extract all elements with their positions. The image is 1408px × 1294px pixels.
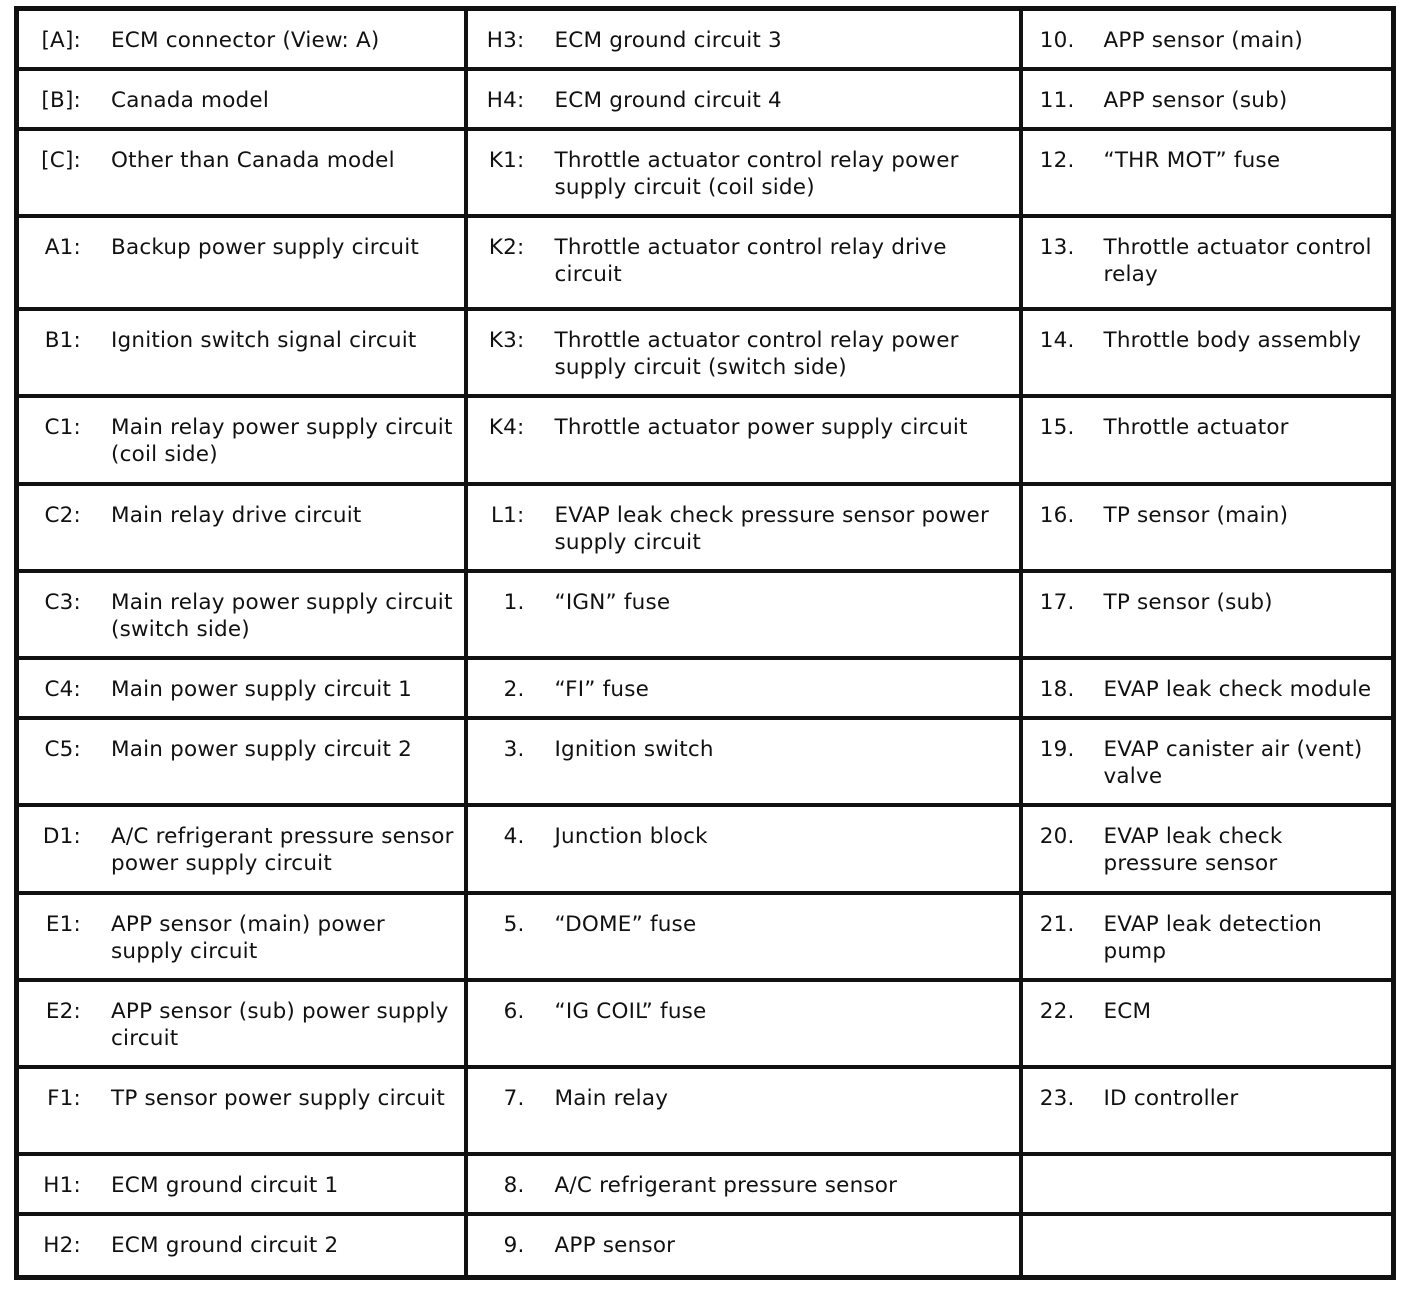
legend-cell bbox=[17, 69, 466, 129]
legend-row bbox=[17, 9, 1394, 69]
legend-cell bbox=[466, 1154, 1021, 1214]
legend-entry bbox=[19, 676, 456, 703]
legend-description: Throttle body assembly bbox=[1103, 328, 1362, 354]
legend-entry bbox=[1023, 414, 1384, 441]
legend-cell bbox=[17, 216, 466, 309]
legend-description: ECM ground circuit 1 bbox=[111, 1173, 339, 1199]
legend-entry bbox=[468, 736, 1011, 763]
legend-description: Backup power supply circuit bbox=[111, 234, 419, 260]
legend-entry bbox=[1023, 234, 1384, 288]
legend-code: C1: bbox=[44, 415, 81, 441]
legend-entry bbox=[468, 1172, 1011, 1199]
legend-description: EVAP canister air (vent) valve bbox=[1103, 737, 1363, 790]
legend-code: 11. bbox=[1039, 87, 1075, 113]
legend-code: E2: bbox=[45, 998, 81, 1024]
legend-row bbox=[17, 805, 1394, 892]
legend-cell bbox=[1021, 309, 1394, 396]
legend-cell bbox=[1021, 1154, 1394, 1214]
legend-code: 2. bbox=[503, 677, 525, 703]
legend-code: 8. bbox=[503, 1173, 525, 1199]
legend-description: “IGN” fuse bbox=[554, 589, 671, 615]
legend-code: F1: bbox=[47, 1085, 81, 1111]
legend-cell bbox=[466, 571, 1021, 658]
legend-cell bbox=[466, 1214, 1021, 1277]
legend-entry bbox=[468, 676, 1011, 703]
legend-code: 14. bbox=[1039, 328, 1075, 354]
legend-entry bbox=[1023, 147, 1384, 174]
legend-description: ECM ground circuit 4 bbox=[554, 87, 782, 113]
legend-entry bbox=[19, 736, 456, 763]
legend-cell bbox=[17, 980, 466, 1067]
legend-code: D1: bbox=[42, 824, 81, 850]
legend-cell bbox=[1021, 805, 1394, 892]
legend-entry bbox=[1023, 911, 1384, 965]
legend-cell bbox=[17, 571, 466, 658]
legend-entry bbox=[19, 234, 456, 261]
legend-code: 12. bbox=[1039, 147, 1075, 173]
legend-code: L1: bbox=[490, 502, 525, 528]
legend-entry bbox=[19, 823, 456, 877]
legend-row bbox=[17, 396, 1394, 483]
legend-cell bbox=[17, 1154, 466, 1214]
legend-row bbox=[17, 216, 1394, 309]
legend-description: Throttle actuator bbox=[1103, 415, 1289, 441]
legend-cell bbox=[17, 396, 466, 483]
legend-cell bbox=[1021, 484, 1394, 571]
legend-description: Main relay power supply circuit (coil side) bbox=[111, 415, 453, 468]
legend-cell bbox=[466, 718, 1021, 805]
legend-code: 18. bbox=[1039, 677, 1075, 703]
legend-entry bbox=[19, 87, 456, 114]
legend-code: K2: bbox=[488, 234, 525, 260]
legend-cell bbox=[17, 805, 466, 892]
legend-entry bbox=[468, 234, 1011, 288]
legend-entry bbox=[468, 147, 1011, 201]
legend-description: Canada model bbox=[111, 87, 269, 113]
legend-entry bbox=[468, 414, 1011, 441]
legend-description: Throttle actuator power supply circuit bbox=[554, 415, 968, 441]
legend-entry bbox=[19, 589, 456, 643]
legend-code: [C]: bbox=[41, 147, 81, 173]
legend-entry bbox=[19, 414, 456, 468]
legend-entry bbox=[468, 327, 1011, 381]
legend-cell bbox=[466, 484, 1021, 571]
legend-entry bbox=[1023, 589, 1384, 616]
legend-description: ECM ground circuit 2 bbox=[111, 1233, 339, 1259]
legend-row bbox=[17, 1214, 1394, 1277]
legend-code: 15. bbox=[1039, 415, 1075, 441]
legend-description: Ignition switch bbox=[554, 737, 714, 763]
legend-cell bbox=[17, 718, 466, 805]
legend-row bbox=[17, 484, 1394, 571]
legend-entry bbox=[1023, 27, 1384, 54]
legend-code: H1: bbox=[43, 1173, 81, 1199]
legend-code: 23. bbox=[1039, 1085, 1075, 1111]
legend-code: 19. bbox=[1039, 737, 1075, 763]
legend-cell bbox=[1021, 69, 1394, 129]
legend-description: TP sensor power supply circuit bbox=[111, 1085, 445, 1111]
legend-entry bbox=[19, 1172, 456, 1199]
legend-cell bbox=[17, 484, 466, 571]
legend-body bbox=[17, 9, 1394, 1278]
legend-cell bbox=[466, 980, 1021, 1067]
legend-description: EVAP leak check pressure sensor power supply circuit bbox=[554, 502, 990, 555]
legend-description: Main power supply circuit 1 bbox=[111, 677, 413, 703]
legend-cell bbox=[1021, 1214, 1394, 1277]
legend-description: A/C refrigerant pressure sensor power supply circuit bbox=[111, 824, 454, 877]
legend-cell bbox=[17, 9, 466, 69]
legend-row bbox=[17, 658, 1394, 718]
legend-entry bbox=[19, 1232, 456, 1259]
legend-description: APP sensor (sub) bbox=[1103, 87, 1288, 113]
legend-code: [A]: bbox=[41, 28, 81, 53]
legend-code: C2: bbox=[44, 502, 81, 528]
legend-row bbox=[17, 571, 1394, 658]
legend-cell bbox=[17, 129, 466, 216]
legend-code: 5. bbox=[503, 911, 525, 937]
legend-description: “FI” fuse bbox=[554, 677, 650, 703]
legend-cell bbox=[1021, 216, 1394, 309]
legend-cell bbox=[17, 893, 466, 980]
legend-cell bbox=[466, 1067, 1021, 1154]
legend-code: A1: bbox=[44, 234, 81, 260]
legend-cell bbox=[17, 1214, 466, 1277]
legend-code: H2: bbox=[43, 1233, 81, 1259]
legend-entry bbox=[1023, 998, 1384, 1025]
legend-description: A/C refrigerant pressure sensor bbox=[554, 1173, 898, 1199]
legend-entry bbox=[1023, 823, 1384, 877]
legend-entry bbox=[19, 1085, 456, 1112]
legend-code: 21. bbox=[1039, 911, 1075, 937]
legend-cell bbox=[466, 69, 1021, 129]
legend-row bbox=[17, 718, 1394, 805]
legend-code: 22. bbox=[1039, 998, 1075, 1024]
legend-cell bbox=[1021, 396, 1394, 483]
legend-row bbox=[17, 1067, 1394, 1154]
legend-description: APP sensor bbox=[554, 1233, 676, 1259]
legend-description: Throttle actuator control relay power supply circuit (coil side) bbox=[554, 147, 959, 200]
legend-entry bbox=[19, 147, 456, 174]
legend-cell bbox=[466, 396, 1021, 483]
legend-description: ECM bbox=[1103, 998, 1152, 1024]
legend-row bbox=[17, 69, 1394, 129]
legend-description: TP sensor (main) bbox=[1103, 502, 1289, 528]
legend-code: 7. bbox=[503, 1085, 525, 1111]
legend-entry bbox=[19, 998, 456, 1052]
legend-cell bbox=[466, 129, 1021, 216]
legend-description: “IG COIL” fuse bbox=[554, 998, 707, 1024]
legend-cell bbox=[1021, 571, 1394, 658]
legend-entry bbox=[468, 27, 1011, 54]
legend-row bbox=[17, 1154, 1394, 1214]
legend-description: Throttle actuator control relay power supply circuit (switch side) bbox=[554, 328, 959, 381]
legend-cell bbox=[1021, 893, 1394, 980]
legend-entry bbox=[1023, 502, 1384, 529]
legend-code: 13. bbox=[1039, 234, 1075, 260]
legend-description: Main relay bbox=[554, 1085, 669, 1111]
legend-entry bbox=[19, 27, 456, 54]
legend-entry bbox=[1023, 87, 1384, 114]
legend-code: 6. bbox=[503, 998, 525, 1024]
legend-code: K4: bbox=[488, 415, 525, 441]
legend-cell bbox=[1021, 658, 1394, 718]
legend-cell bbox=[1021, 1067, 1394, 1154]
legend-code: 17. bbox=[1039, 589, 1075, 615]
legend-entry bbox=[468, 998, 1011, 1025]
legend-description: ECM ground circuit 3 bbox=[554, 28, 782, 53]
legend-code: C3: bbox=[44, 589, 81, 615]
legend-description: Ignition switch signal circuit bbox=[111, 328, 417, 354]
legend-code: 16. bbox=[1039, 502, 1075, 528]
legend-code: K3: bbox=[488, 328, 525, 354]
legend-entry bbox=[1023, 676, 1384, 703]
legend-description: Main power supply circuit 2 bbox=[111, 737, 413, 763]
legend-code: H4: bbox=[486, 87, 525, 113]
legend-cell bbox=[17, 1067, 466, 1154]
legend-entry bbox=[468, 589, 1011, 616]
legend-entry bbox=[1023, 1085, 1384, 1112]
legend-description: TP sensor (sub) bbox=[1103, 589, 1273, 615]
legend-code: 3. bbox=[503, 737, 525, 763]
legend-description: “THR MOT” fuse bbox=[1103, 147, 1281, 173]
legend-description: APP sensor (main) bbox=[1103, 28, 1303, 53]
legend-description: Throttle actuator control relay bbox=[1103, 234, 1372, 287]
legend-code: H3: bbox=[486, 28, 525, 53]
legend-code: [B]: bbox=[41, 87, 81, 113]
legend-description: Other than Canada model bbox=[111, 147, 395, 173]
legend-code: 9. bbox=[503, 1233, 525, 1259]
legend-cell bbox=[466, 658, 1021, 718]
legend-cell bbox=[1021, 718, 1394, 805]
legend-code: C5: bbox=[44, 737, 81, 763]
legend-entry bbox=[468, 87, 1011, 114]
legend-cell bbox=[466, 309, 1021, 396]
legend-entry bbox=[19, 911, 456, 965]
legend-cell bbox=[17, 658, 466, 718]
legend-row bbox=[17, 309, 1394, 396]
legend-code: 4. bbox=[503, 824, 525, 850]
legend-code: E1: bbox=[45, 911, 81, 937]
legend-entry bbox=[19, 502, 456, 529]
legend-cell bbox=[1021, 9, 1394, 69]
legend-entry bbox=[468, 823, 1011, 850]
legend-description: ID controller bbox=[1103, 1085, 1239, 1111]
legend-entry bbox=[468, 911, 1011, 938]
legend-description: “DOME” fuse bbox=[554, 911, 697, 937]
legend-description: APP sensor (sub) power supply circuit bbox=[111, 998, 449, 1051]
legend-entry bbox=[468, 1085, 1011, 1112]
legend-row bbox=[17, 893, 1394, 980]
legend-entry bbox=[1023, 327, 1384, 354]
legend-description: APP sensor (main) power supply circuit bbox=[111, 911, 385, 964]
legend-row bbox=[17, 980, 1394, 1067]
legend-description: EVAP leak detection pump bbox=[1103, 911, 1322, 964]
legend-cell bbox=[1021, 980, 1394, 1067]
legend-description: ECM connector (View: A) bbox=[111, 28, 380, 53]
legend-cell bbox=[466, 805, 1021, 892]
legend-entry bbox=[19, 327, 456, 354]
legend-code: 1. bbox=[503, 589, 525, 615]
legend-cell bbox=[1021, 129, 1394, 216]
legend-cell bbox=[17, 309, 466, 396]
legend-cell bbox=[466, 216, 1021, 309]
legend-row bbox=[17, 129, 1394, 216]
legend-code: K1: bbox=[488, 147, 525, 173]
legend-entry bbox=[468, 502, 1011, 556]
legend-table bbox=[14, 6, 1396, 1280]
legend-description: Junction block bbox=[554, 824, 708, 850]
legend-code: 10. bbox=[1039, 28, 1075, 53]
legend-entry bbox=[468, 1232, 1011, 1259]
legend-code: 20. bbox=[1039, 824, 1075, 850]
legend-description: EVAP leak check pressure sensor bbox=[1103, 824, 1283, 877]
legend-entry bbox=[1023, 736, 1384, 790]
legend-code: C4: bbox=[44, 677, 81, 703]
legend-description: Throttle actuator control relay drive circuit bbox=[554, 234, 947, 287]
legend-description: Main relay power supply circuit (switch side) bbox=[111, 589, 453, 642]
legend-description: EVAP leak check module bbox=[1103, 677, 1372, 703]
legend-description: Main relay drive circuit bbox=[111, 502, 362, 528]
legend-code: B1: bbox=[44, 328, 81, 354]
legend-cell bbox=[466, 893, 1021, 980]
legend-cell bbox=[466, 9, 1021, 69]
